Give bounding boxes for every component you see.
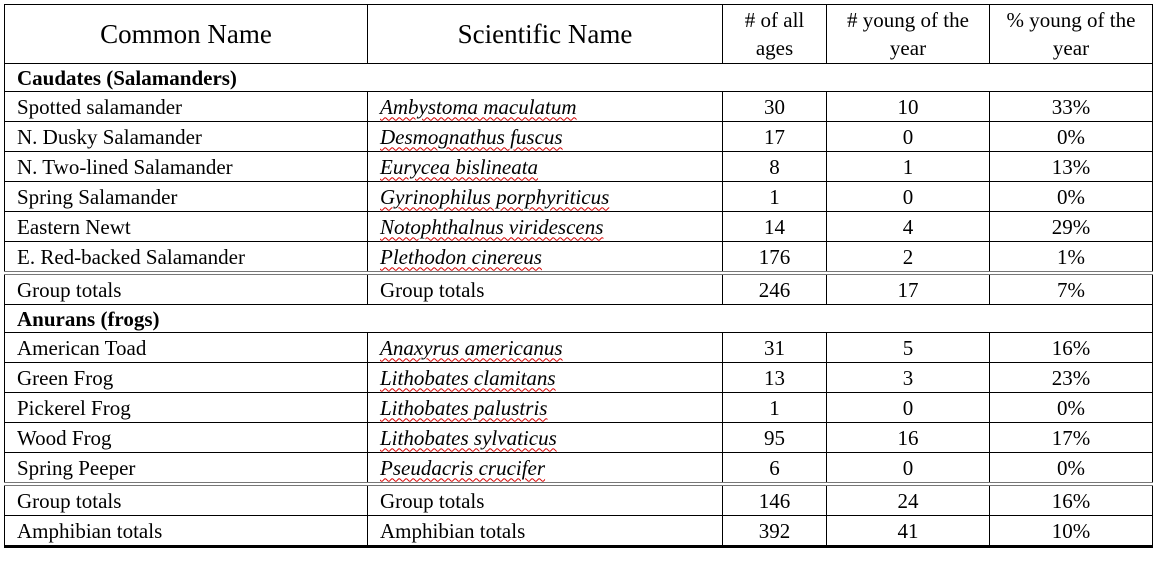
- all-ages-cell: 30: [723, 92, 827, 122]
- pct-young-cell: 29%: [990, 212, 1153, 242]
- young-cell: 1: [827, 152, 990, 182]
- totals-label-2: Group totals: [368, 484, 723, 516]
- totals-all-ages: 246: [723, 273, 827, 305]
- header-pct-young: % young of the year: [990, 5, 1153, 64]
- young-cell: 0: [827, 393, 990, 423]
- pct-young-cell: 0%: [990, 122, 1153, 152]
- section-title-anurans: Anurans (frogs): [5, 305, 1153, 333]
- scientific-name-cell: Desmognathus fuscus: [368, 122, 723, 152]
- amphibian-totals-label-2: Amphibian totals: [368, 516, 723, 547]
- section-row-caudates: [5, 64, 1153, 92]
- common-name-cell: Eastern Newt: [5, 212, 368, 242]
- scientific-name-cell: Lithobates sylvaticus: [368, 423, 723, 453]
- totals-all-ages: 146: [723, 484, 827, 516]
- header-row: [5, 5, 1153, 64]
- totals-label: Group totals: [5, 273, 368, 305]
- scientific-name-cell: Gyrinophilus porphyriticus: [368, 182, 723, 212]
- young-cell: 0: [827, 122, 990, 152]
- all-ages-cell: 31: [723, 333, 827, 363]
- young-cell: 0: [827, 453, 990, 485]
- section-title-caudates: Caudates (Salamanders): [5, 64, 1153, 92]
- amphibian-totals-pct-young: 10%: [990, 516, 1153, 547]
- amphibian-totals-row: [5, 516, 1153, 547]
- pct-young-cell: 0%: [990, 393, 1153, 423]
- table-row: [5, 453, 1153, 485]
- table-row: [5, 393, 1153, 423]
- all-ages-cell: 6: [723, 453, 827, 485]
- all-ages-cell: 95: [723, 423, 827, 453]
- common-name-cell: N. Two-lined Salamander: [5, 152, 368, 182]
- all-ages-cell: 1: [723, 393, 827, 423]
- pct-young-cell: 13%: [990, 152, 1153, 182]
- table-row: [5, 242, 1153, 274]
- young-cell: 16: [827, 423, 990, 453]
- all-ages-cell: 1: [723, 182, 827, 212]
- common-name-cell: Spotted salamander: [5, 92, 368, 122]
- table-row: [5, 333, 1153, 363]
- header-young-of-year: # young of the year: [827, 5, 990, 64]
- common-name-cell: Spring Peeper: [5, 453, 368, 485]
- all-ages-cell: 14: [723, 212, 827, 242]
- scientific-name-cell: Pseudacris crucifer: [368, 453, 723, 485]
- young-cell: 3: [827, 363, 990, 393]
- table-row: [5, 152, 1153, 182]
- header-common-name: Common Name: [5, 5, 368, 64]
- young-cell: 2: [827, 242, 990, 274]
- table-row: [5, 92, 1153, 122]
- table-row: [5, 423, 1153, 453]
- young-cell: 10: [827, 92, 990, 122]
- pct-young-cell: 1%: [990, 242, 1153, 274]
- scientific-name-cell: Ambystoma maculatum: [368, 92, 723, 122]
- amphibian-counts-table: [4, 4, 1153, 548]
- pct-young-cell: 17%: [990, 423, 1153, 453]
- pct-young-cell: 33%: [990, 92, 1153, 122]
- young-cell: 0: [827, 182, 990, 212]
- young-cell: 4: [827, 212, 990, 242]
- totals-pct-young: 16%: [990, 484, 1153, 516]
- table-row: [5, 122, 1153, 152]
- amphibian-table-container: [4, 4, 1152, 548]
- table-row: [5, 363, 1153, 393]
- group-totals-row-anurans: [5, 484, 1153, 516]
- header-scientific-name: Scientific Name: [368, 5, 723, 64]
- scientific-name-cell: Lithobates clamitans: [368, 363, 723, 393]
- common-name-cell: E. Red-backed Salamander: [5, 242, 368, 274]
- amphibian-totals-young: 41: [827, 516, 990, 547]
- common-name-cell: Wood Frog: [5, 423, 368, 453]
- pct-young-cell: 0%: [990, 453, 1153, 485]
- pct-young-cell: 16%: [990, 333, 1153, 363]
- pct-young-cell: 23%: [990, 363, 1153, 393]
- totals-label: Group totals: [5, 484, 368, 516]
- totals-young: 24: [827, 484, 990, 516]
- scientific-name-cell: Plethodon cinereus: [368, 242, 723, 274]
- young-cell: 5: [827, 333, 990, 363]
- all-ages-cell: 13: [723, 363, 827, 393]
- common-name-cell: Spring Salamander: [5, 182, 368, 212]
- scientific-name-cell: Lithobates palustris: [368, 393, 723, 423]
- header-all-ages: # of all ages: [723, 5, 827, 64]
- all-ages-cell: 17: [723, 122, 827, 152]
- totals-young: 17: [827, 273, 990, 305]
- common-name-cell: N. Dusky Salamander: [5, 122, 368, 152]
- common-name-cell: Green Frog: [5, 363, 368, 393]
- pct-young-cell: 0%: [990, 182, 1153, 212]
- all-ages-cell: 176: [723, 242, 827, 274]
- totals-pct-young: 7%: [990, 273, 1153, 305]
- amphibian-totals-label: Amphibian totals: [5, 516, 368, 547]
- scientific-name-cell: Eurycea bislineata: [368, 152, 723, 182]
- amphibian-totals-all-ages: 392: [723, 516, 827, 547]
- scientific-name-cell: Notophthalnus viridescens: [368, 212, 723, 242]
- group-totals-row-caudates: [5, 273, 1153, 305]
- common-name-cell: Pickerel Frog: [5, 393, 368, 423]
- section-row-anurans: [5, 305, 1153, 333]
- all-ages-cell: 8: [723, 152, 827, 182]
- table-row: [5, 182, 1153, 212]
- totals-label-2: Group totals: [368, 273, 723, 305]
- table-row: [5, 212, 1153, 242]
- scientific-name-cell: Anaxyrus americanus: [368, 333, 723, 363]
- common-name-cell: American Toad: [5, 333, 368, 363]
